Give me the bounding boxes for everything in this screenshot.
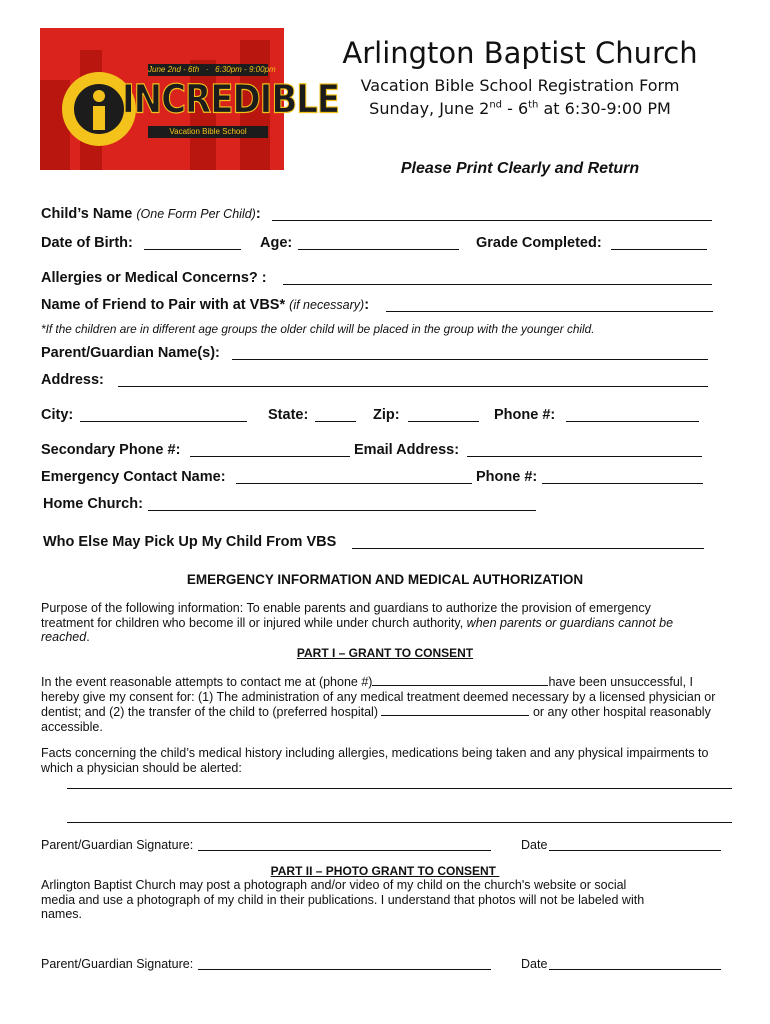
home-church-field[interactable] — [148, 510, 536, 511]
logo-subtitle: Vacation Bible School — [148, 126, 268, 138]
consent-phone-field[interactable] — [372, 674, 548, 686]
friend-footnote: *If the children are in different age groups the older child will be placed in the group with the younger child. — [41, 322, 595, 336]
signature-label-2: Parent/Guardian Signature: — [41, 957, 194, 971]
date-field[interactable] — [549, 850, 721, 851]
emergency-contact-label: Emergency Contact Name: — [41, 469, 226, 485]
pickup-field[interactable] — [352, 548, 704, 549]
secondary-phone-field[interactable] — [190, 456, 350, 457]
part2-text: Arlington Baptist Church may post a photograph and/or video of my child on the church's website or social media and use a photograph of my child in their publications. I understand that photos will not be labeled with names. — [41, 878, 645, 922]
emergency-phone-label: Phone #: — [476, 469, 538, 485]
state-label: State: — [268, 407, 309, 423]
allergies-field[interactable] — [283, 284, 712, 285]
emergency-phone-field[interactable] — [542, 483, 703, 484]
dob-field[interactable] — [144, 249, 241, 250]
email-label: Email Address: — [354, 442, 460, 458]
vbs-logo — [40, 28, 340, 170]
parent-field[interactable] — [232, 359, 708, 360]
friend-label: Name of Friend to Pair with at VBS* (if necessary): — [41, 297, 370, 313]
child-name-label: Child’s Name (One Form Per Child): — [41, 206, 261, 222]
preferred-hospital-field[interactable] — [381, 704, 529, 716]
phone-field[interactable] — [566, 421, 699, 422]
allergies-label: Allergies or Medical Concerns? : — [41, 270, 267, 286]
phone-label: Phone #: — [494, 407, 556, 423]
logo-banner: June 2nd - 6th · 6:30pm - 9:00pm — [148, 65, 276, 74]
event-date: Sunday, June 2nd - 6th at 6:30-9:00 PM — [369, 99, 671, 118]
city-label: City: — [41, 407, 74, 423]
address-field[interactable] — [118, 386, 708, 387]
medical-history-line-1[interactable] — [67, 788, 732, 789]
zip-label: Zip: — [373, 407, 400, 423]
date-label-2: Date — [521, 957, 548, 971]
child-name-field[interactable] — [272, 220, 712, 221]
emergency-heading: EMERGENCY INFORMATION AND MEDICAL AUTHORIZATION — [186, 572, 584, 587]
address-label: Address: — [41, 372, 104, 388]
secondary-phone-label: Secondary Phone #: — [41, 442, 181, 458]
city-field[interactable] — [80, 421, 247, 422]
home-church-label: Home Church: — [43, 496, 143, 512]
age-label: Age: — [260, 235, 293, 251]
signature-field[interactable] — [198, 850, 491, 851]
part1-text: In the event reasonable attempts to contact me at (phone #) have been unsuccessful, I hereby give my consent for: (1) The administration of any medical treatment deemed necessary by a licensed physician or dentist; and (2) the transfer of the child to (preferred hospital) or any other hospital reasonably accessible. — [41, 675, 716, 734]
pickup-label: Who Else May Pick Up My Child From VBS — [43, 534, 337, 550]
email-field[interactable] — [467, 456, 702, 457]
friend-field[interactable] — [386, 311, 713, 312]
logo-wordmark: INCREDIBLE — [122, 77, 340, 123]
church-name: Arlington Baptist Church — [342, 36, 698, 70]
date-label: Date — [521, 838, 548, 852]
signature-field-2[interactable] — [198, 969, 491, 970]
zip-field[interactable] — [408, 421, 479, 422]
form-title: Vacation Bible School Registration Form — [360, 76, 680, 95]
parent-label: Parent/Guardian Name(s): — [41, 345, 220, 361]
signature-label: Parent/Guardian Signature: — [41, 838, 194, 852]
part2-heading: PART II – PHOTO GRANT TO CONSENT — [270, 864, 500, 878]
emergency-contact-field[interactable] — [236, 483, 472, 484]
dob-label: Date of Birth: — [41, 235, 133, 251]
facts-text: Facts concerning the child’s medical history including allergies, medications being taken and any physical impairments to which a physician should be alerted: — [41, 746, 709, 775]
part1-heading: PART I – GRANT TO CONSENT — [296, 646, 474, 660]
print-instruction: Please Print Clearly and Return — [400, 160, 640, 177]
state-field[interactable] — [315, 421, 356, 422]
grade-field[interactable] — [611, 249, 707, 250]
purpose-text: Purpose of the following information: To enable parents and guardians to authorize the provision of emergency treatment for children who become ill or injured while under church authority, when parents or guardians cannot be reached. — [41, 601, 674, 645]
age-field[interactable] — [298, 249, 459, 250]
date-field-2[interactable] — [549, 969, 721, 970]
medical-history-line-2[interactable] — [67, 822, 732, 823]
grade-label: Grade Completed: — [476, 235, 602, 251]
